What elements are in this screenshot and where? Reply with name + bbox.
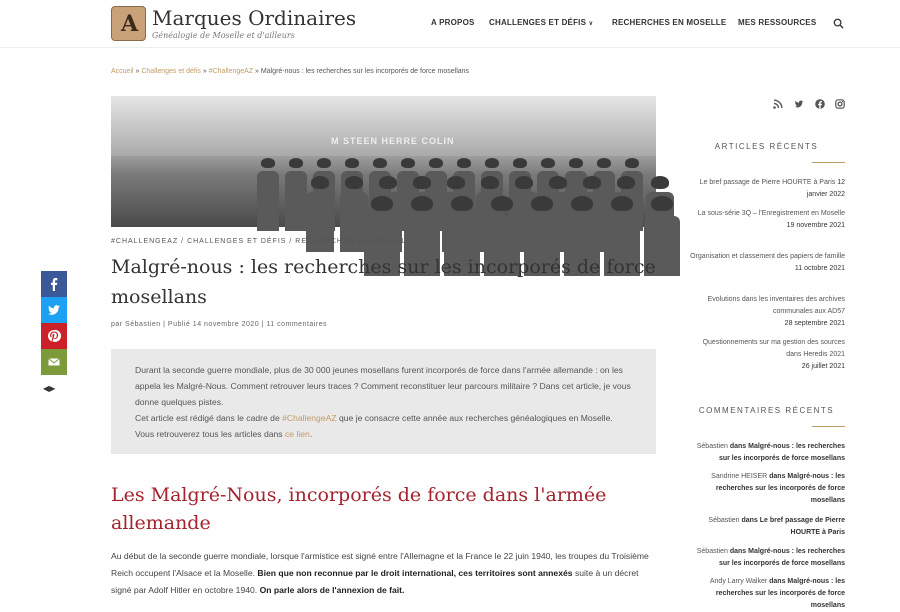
breadcrumb-sep: » [200, 68, 209, 75]
hero-soldier-helmet [373, 158, 387, 168]
hero-soldier-helmet [625, 158, 639, 168]
hero-soldier-helmet [401, 158, 415, 168]
hero-soldier-helmet [261, 158, 275, 168]
site-title[interactable]: Marques Ordinaires [152, 6, 357, 30]
section-heading: Les Malgré-Nous, incorporés de force dans l'armée allemande [111, 484, 607, 534]
site-tagline: Généalogie de Moselle et d'ailleurs [152, 31, 295, 40]
comment-post: Le bref passage de Pierre HOURTE à Paris [759, 517, 845, 536]
hero-soldier-helmet [311, 176, 329, 189]
hero-image [111, 96, 656, 227]
comment-on: dans [727, 443, 749, 450]
hero-soldier-helmet [411, 196, 433, 211]
recent-article-date: 11 octobre 2021 [794, 265, 845, 272]
hero-soldier-helmet [515, 176, 533, 189]
hero-soldier-helmet [513, 158, 527, 168]
recent-article[interactable] [688, 208, 845, 232]
recent-article-title: Le bref passage de Pierre HOURTE à Paris [699, 179, 836, 186]
recent-article-date: 28 septembre 2021 [784, 320, 845, 327]
hero-soldier-helmet [481, 176, 499, 189]
hero-soldier-helmet [597, 158, 611, 168]
comment-post: Malgré-nous : les recherches sur les incorporés de force mosellans [715, 578, 845, 609]
recent-comment[interactable] [688, 471, 845, 507]
recent-comment[interactable] [688, 515, 845, 539]
hero-soldier-helmet [289, 158, 303, 168]
hero-soldier-helmet [345, 176, 363, 189]
intro-text: que je consacre cette année aux recherches généalogiques en Moselle. Vous retrouverez tous les articles dans [135, 413, 613, 439]
para-bold: On parle alors de l'annexion de fait. [259, 585, 405, 595]
share-email-button[interactable] [41, 349, 67, 375]
body-paragraph [111, 548, 656, 599]
hero-soldier-body [285, 171, 307, 231]
comment-on: dans [739, 517, 760, 524]
para-bold: Bien que non reconnue par le droit international, ces territoires sont annexés [257, 568, 573, 578]
recent-article-title: Questionnements sur ma gestion des sources dans Heredis 2021 [702, 339, 845, 358]
recent-article-date: 19 novembre 2021 [786, 222, 845, 229]
comment-post: Malgré-nous : les recherches sur les incorporés de force mosellans [718, 548, 845, 567]
hero-soldier-helmet [617, 176, 635, 189]
recent-articles-heading: ARTICLES RÉCENTS [714, 142, 819, 151]
nav-item-challenges[interactable] [489, 18, 593, 27]
nav-item-recherches[interactable]: RECHERCHES EN MOSELLE [612, 18, 727, 27]
nav-item-a-propos[interactable]: A PROPOS [431, 18, 475, 27]
comment-author: Sébastien [708, 517, 740, 524]
post-categories[interactable]: #CHALLENGEAZ / CHALLENGES ET DÉFIS / RECHERCHES EN MOSELLE [111, 238, 412, 245]
recent-comment[interactable] [688, 441, 845, 465]
logo-letter: A [121, 11, 139, 37]
intro-box [111, 349, 656, 454]
recent-article[interactable] [688, 337, 845, 373]
hero-soldier-helmet [569, 158, 583, 168]
recent-article[interactable] [688, 294, 845, 330]
recent-comments-heading: COMMENTAIRES RÉCENTS [698, 406, 835, 415]
hero-soldier-helmet [571, 196, 593, 211]
breadcrumb-cat1[interactable]: Challenges et défis [141, 68, 201, 75]
share-twitter-button[interactable] [41, 297, 67, 323]
intro-paragraph: Durant la seconde guerre mondiale, plus de 30 000 jeunes mosellans furent incorporés de force dans l'armée allemande : on les appela les Malgré-Nous. Comment retrouver leurs traces ? Comment reconstituer leur parcours militaire ? Dans cet article, je vous donne quelques pistes. [135, 365, 631, 407]
breadcrumb [111, 68, 469, 75]
hero-soldier-helmet [531, 196, 553, 211]
challenge-link[interactable]: #ChallengeAZ [282, 413, 337, 423]
hero-building [111, 96, 656, 156]
hero-soldier-helmet [451, 196, 473, 211]
breadcrumb-cat2[interactable]: #ChallengeAZ [208, 68, 254, 75]
post-meta: par Sébastien | Publié 14 novembre 2020 | 11 commentaires [111, 321, 328, 328]
email-icon [47, 355, 61, 369]
twitter-icon[interactable] [794, 99, 804, 109]
recent-comment[interactable] [688, 546, 845, 570]
recent-comment[interactable] [688, 576, 845, 612]
comment-on: dans [767, 473, 788, 480]
recent-article-date: 26 juillet 2021 [801, 363, 845, 370]
rss-icon[interactable] [773, 99, 783, 109]
nav-item-ressources[interactable]: MES RESSOURCES [738, 18, 817, 27]
hero-soldier-body [257, 171, 279, 231]
para-text: suite à un décret signé par Adolf Hitler en octobre 1940. [111, 568, 639, 595]
hero-sign: M STEEN HERRE COLIN [331, 136, 455, 146]
recent-article[interactable] [688, 251, 845, 275]
hero-soldier-helmet [345, 158, 359, 168]
site-header [0, 0, 900, 48]
breadcrumb-current: Malgré-nous : les recherches sur les incorporés de force mosellans [260, 68, 470, 75]
hero-soldier-helmet [371, 196, 393, 211]
comment-on: dans [767, 578, 788, 585]
hero-soldier-helmet [651, 196, 673, 211]
breadcrumb-sep: » [133, 68, 142, 75]
hero-soldier-helmet [541, 158, 555, 168]
site-logo[interactable] [111, 6, 146, 41]
share-facebook-button[interactable] [41, 271, 67, 297]
recent-article-date: 12 janvier 2022 [806, 179, 845, 198]
share-pinterest-button[interactable] [41, 323, 67, 349]
intro-text: Cet article est rédigé dans le cadre de [135, 413, 283, 423]
hide-icon[interactable]: ◀▶ [43, 384, 56, 393]
heading-underline [812, 426, 845, 427]
para-text: Au début de la seconde guerre mondiale, lorsque l'armistice est signé entre l'Allemagne et la France le 22 juin 1940, les troupes du Troisième Reich occupent l'Alsace et la Moselle. [111, 551, 649, 578]
hero-soldier-helmet [447, 176, 465, 189]
hero-soldier-helmet [413, 176, 431, 189]
recent-article[interactable] [688, 177, 845, 201]
hero-soldier-helmet [491, 196, 513, 211]
recent-article-title: La sous-série 3Q – l'Enregistrement en Moselle [697, 210, 845, 217]
breadcrumb-sep: » [253, 68, 261, 75]
twitter-icon [47, 303, 61, 317]
hero-soldier-helmet [651, 176, 669, 189]
comment-author: Sébastien [696, 443, 728, 450]
facebook-icon [47, 277, 61, 291]
hero-soldier-helmet [485, 158, 499, 168]
intro-text: . [309, 429, 313, 439]
hero-soldier-helmet [429, 158, 443, 168]
heading-underline [812, 162, 845, 163]
chevron-down-icon: ∨ [588, 21, 594, 27]
post-title: Malgré-nous : les recherches sur les incorporés de force mosellans [111, 256, 656, 308]
hero-soldier-helmet [457, 158, 471, 168]
comment-author: Sébastien [696, 548, 728, 555]
recent-article-title: Evolutions dans les inventaires des archives communales aux AD57 [707, 296, 845, 315]
hero-soldier-helmet [379, 176, 397, 189]
comment-post: Malgré-nous : les recherches sur les incorporés de force mosellans [715, 473, 845, 504]
comment-post: Malgré-nous : les recherches sur les incorporés de force mosellans [718, 443, 845, 462]
hero-soldier-helmet [549, 176, 567, 189]
articles-link[interactable]: ce lien [285, 429, 310, 439]
hero-soldier-helmet [611, 196, 633, 211]
comment-author: Andy Larry Walker [709, 578, 768, 585]
nav-item-challenges-label: CHALLENGES ET DÉFIS [489, 18, 587, 27]
recent-article-title: Organisation et classement des papiers de famille [690, 253, 845, 260]
hero-soldier-helmet [317, 158, 331, 168]
instagram-icon[interactable] [835, 99, 845, 109]
comment-on: dans [727, 548, 749, 555]
pinterest-icon [47, 329, 61, 343]
comment-author: Sandrine HEISER [711, 473, 768, 480]
hero-soldier-helmet [583, 176, 601, 189]
breadcrumb-home[interactable]: Accueil [111, 68, 134, 75]
intro-paragraph-2 [135, 410, 632, 442]
facebook-icon[interactable] [815, 99, 825, 109]
search-icon[interactable] [833, 18, 844, 29]
